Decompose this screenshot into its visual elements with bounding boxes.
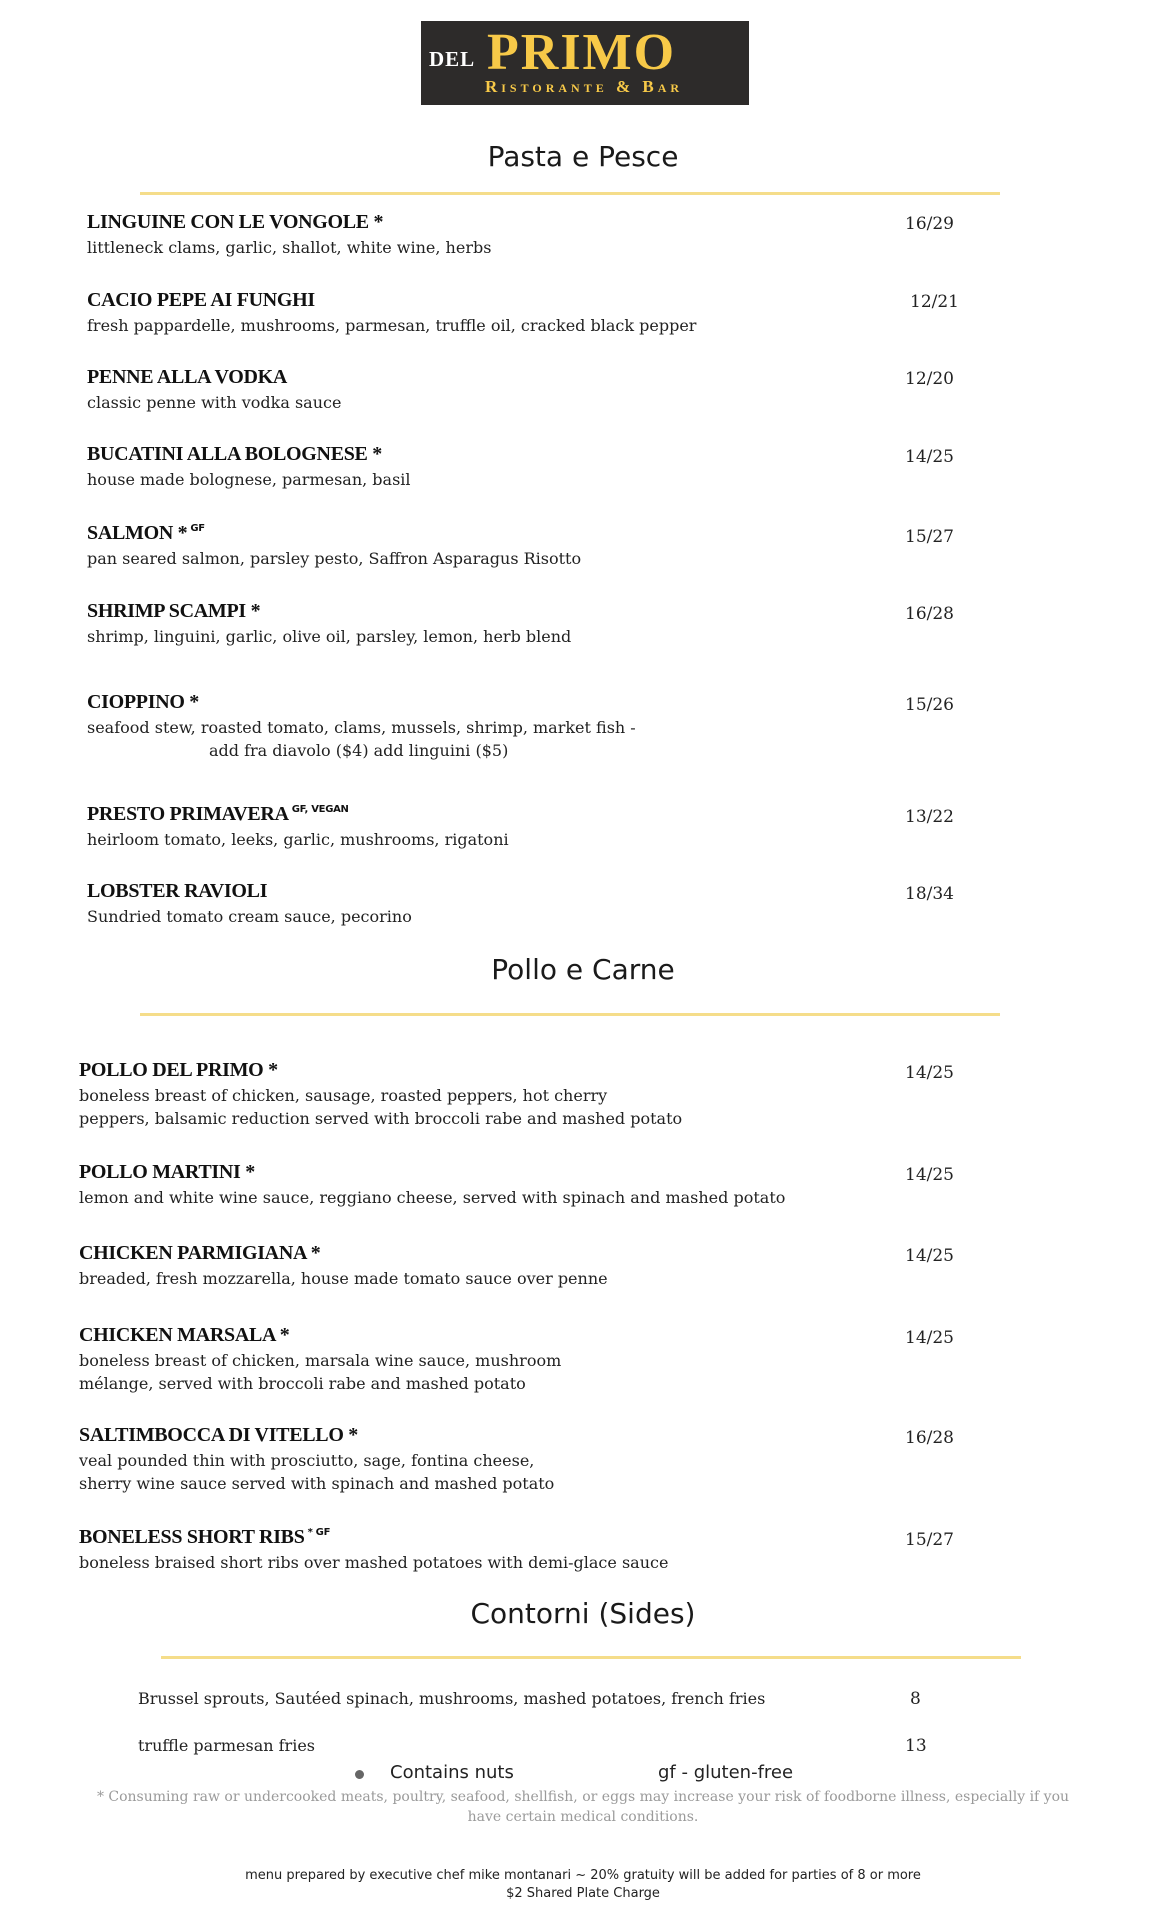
item-description: peppers, balsamic reduction served with broccoli rabe and mashed potato [79, 1109, 683, 1128]
section-divider [161, 1656, 1021, 1659]
restaurant-logo [421, 21, 749, 105]
dietary-tag: GF [190, 523, 205, 534]
item-name: CHICKEN MARSALA * [79, 1324, 290, 1346]
item-name: CIOPPINO * [87, 691, 200, 713]
item-price: 15/27 [905, 1530, 954, 1550]
logo-subtitle: Ristorante & Bar [484, 77, 684, 96]
item-name: BONELESS SHORT RIBS $^{* GF}$ [79, 1526, 331, 1548]
item-description: seafood stew, roasted tomato, clams, mussels, shrimp, market fish - [87, 718, 636, 737]
item-price: 14/25 [905, 1328, 954, 1348]
item-description: sherry wine sauce served with spinach and mashed potato [79, 1474, 555, 1493]
item-price: 12/20 [905, 369, 954, 389]
item-description: mélange, served with broccoli rabe and mashed potato [79, 1374, 526, 1393]
bullet-icon [355, 1770, 364, 1779]
item-price: 14/25 [905, 447, 954, 467]
dietary-tag: * GF [307, 1527, 331, 1538]
item-name: LINGUINE CON LE VONGOLE * [87, 211, 384, 233]
legend-gluten-free: gf - gluten-free [658, 1762, 794, 1783]
item-name: BUCATINI ALLA BOLOGNESE * [87, 443, 382, 465]
menu-item [87, 522, 581, 570]
menu-item [79, 1161, 785, 1209]
item-description: breaded, fresh mozzarella, house made tomato sauce over penne [79, 1269, 608, 1288]
menu-item [87, 880, 412, 928]
item-price: 13/22 [905, 807, 954, 827]
section-divider [140, 192, 1000, 195]
menu-item [87, 366, 341, 414]
item-name: LOBSTER RAVIOLI [87, 880, 268, 902]
item-description: boneless braised short ribs over mashed potatoes with demi-glace sauce [79, 1553, 669, 1572]
menu-item [87, 211, 491, 259]
menu-item [79, 1324, 561, 1395]
side-price: 8 [910, 1689, 921, 1709]
item-price: 16/28 [905, 604, 954, 624]
menu-item [87, 600, 571, 648]
logo-primo: PRIMO [487, 24, 677, 81]
item-description: Sundried tomato cream sauce, pecorino [87, 907, 412, 926]
item-price: 16/28 [905, 1428, 954, 1448]
item-price: 12/21 [910, 292, 959, 312]
item-name: CHICKEN PARMIGIANA * [79, 1242, 321, 1264]
menu-item [79, 1424, 554, 1495]
item-name: CACIO PEPE AI FUNGHI [87, 289, 315, 311]
legend-nuts: Contains nuts [390, 1762, 514, 1783]
menu-item [79, 1059, 682, 1130]
item-description: lemon and white wine sauce, reggiano cheese, served with spinach and mashed potato [79, 1188, 786, 1207]
item-name: PRESTO PRIMAVERA $^{GF, VEGAN}$ [87, 803, 349, 825]
menu-item [87, 803, 509, 851]
menu-item [87, 691, 636, 762]
item-name: PENNE ALLA VODKA [87, 366, 288, 388]
item-description: veal pounded thin with prosciutto, sage, fontina cheese, [79, 1451, 535, 1470]
item-price: 14/25 [905, 1165, 954, 1185]
item-description: boneless breast of chicken, sausage, roasted peppers, hot cherry [79, 1086, 608, 1105]
item-description: pan seared salmon, parsley pesto, Saffron Asparagus Risotto [87, 549, 582, 568]
menu-item [87, 289, 696, 337]
side-item: truffle parmesan fries [138, 1736, 315, 1755]
dietary-tag: GF, VEGAN [291, 804, 349, 815]
menu-item [79, 1242, 608, 1290]
item-description: heirloom tomato, leeks, garlic, mushrooms, rigatoni [87, 830, 509, 849]
item-name: POLLO DEL PRIMO * [79, 1059, 278, 1081]
item-description-addons: add fra diavolo ($4) add linguini ($5) [209, 741, 509, 760]
section-divider [140, 1013, 1000, 1016]
item-description: house made bolognese, parmesan, basil [87, 470, 411, 489]
food-safety-disclaimer: * Consuming raw or undercooked meats, poultry, seafood, shellfish, or eggs may increase your risk of foodborne illness, especially if you have certain medical conditions. [96, 1789, 1070, 1825]
logo-del: DEL [429, 47, 476, 71]
item-price: 14/25 [905, 1063, 954, 1083]
menu-item [87, 443, 411, 491]
item-price: 15/26 [905, 695, 954, 715]
item-name: POLLO MARTINI * [79, 1161, 255, 1183]
item-description: shrimp, linguini, garlic, olive oil, parsley, lemon, herb blend [87, 627, 572, 646]
item-price: 15/27 [905, 527, 954, 547]
item-description: classic penne with vodka sauce [87, 393, 342, 412]
item-name: SHRIMP SCAMPI * [87, 600, 261, 622]
item-price: 18/34 [905, 884, 954, 904]
section-title-pollo: Pollo e Carne [491, 953, 675, 986]
item-name: SALTIMBOCCA DI VITELLO * [79, 1424, 359, 1446]
side-item: Brussel sprouts, Sautéed spinach, mushrooms, mashed potatoes, french fries [138, 1689, 766, 1708]
item-description: boneless breast of chicken, marsala wine sauce, mushroom [79, 1351, 562, 1370]
item-description: littleneck clams, garlic, shallot, white wine, herbs [87, 238, 492, 257]
menu-footer: menu prepared by executive chef mike montanari ~ 20% gratuity will be added for parties of 8 or more $2 Shared Plate Charge [245, 1868, 921, 1901]
side-price: 13 [905, 1736, 927, 1756]
item-description: fresh pappardelle, mushrooms, parmesan, truffle oil, cracked black pepper [87, 316, 697, 335]
section-title-sides: Contorni (Sides) [470, 1597, 696, 1630]
item-price: 14/25 [905, 1246, 954, 1266]
section-title-pasta: Pasta e Pesce [487, 140, 679, 173]
item-name: SALMON * $^{GF}$ [87, 522, 205, 544]
menu-item [79, 1526, 668, 1574]
item-price: 16/29 [905, 214, 954, 234]
